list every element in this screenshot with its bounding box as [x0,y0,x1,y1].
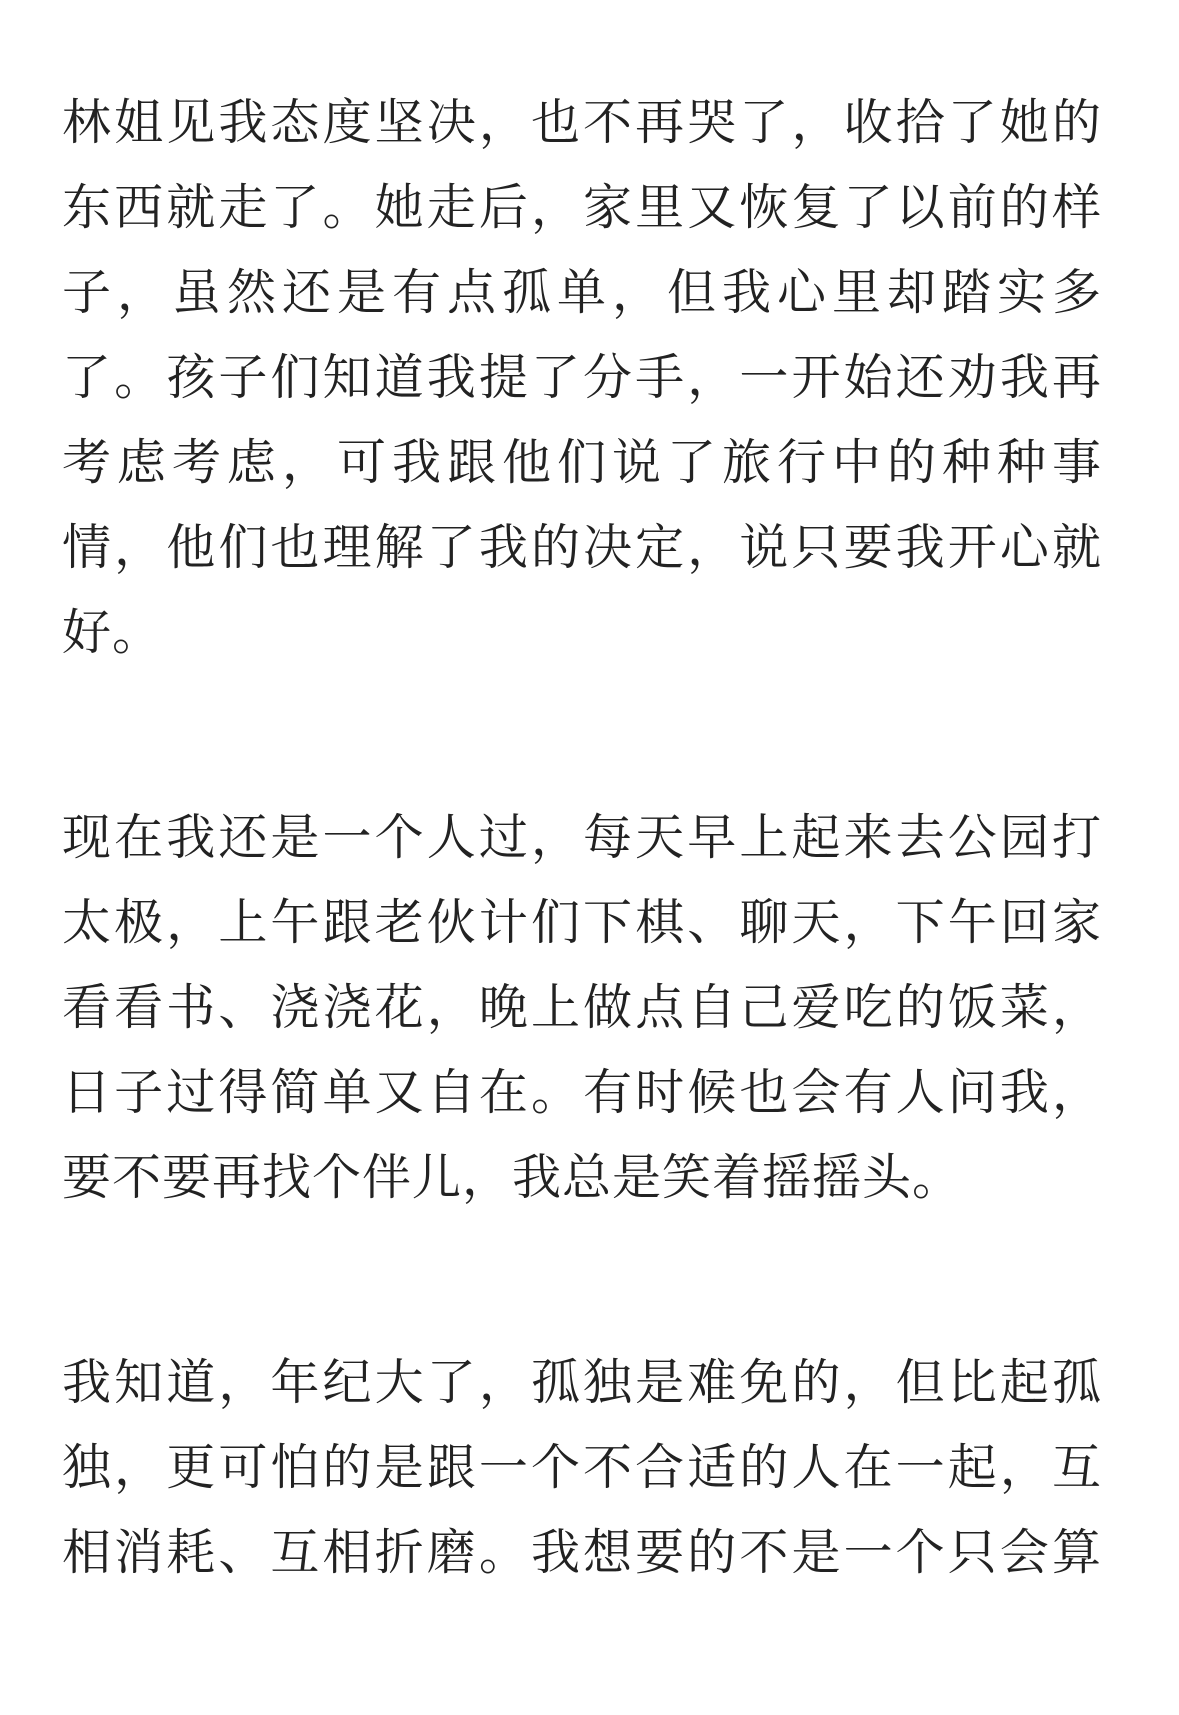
text-line: 我知道，年纪大了，孤独是难免的，但比起孤 [62,1354,1102,1411]
paragraph-1 [62,80,1102,675]
text-line: 看看书、浇浇花，晚上做点自己爱吃的饭菜， [62,979,1102,1036]
text-line: 东西就走了。她走后，家里又恢复了以前的样 [62,179,1102,236]
text-line: 情，他们也理解了我的决定，说只要我开心就 [62,519,1102,576]
text-line: 子，虽然还是有点孤单，但我心里却踏实多 [62,264,1102,321]
text-line: 了。孩子们知道我提了分手，一开始还劝我再 [62,349,1102,406]
text-line: 太极，上午跟老伙计们下棋、聊天，下午回家 [62,894,1102,951]
paragraph-2 [62,795,1102,1220]
text-line: 相消耗、互相折磨。我想要的不是一个只会算 [62,1524,1102,1581]
text-line: 林姐见我态度坚决，也不再哭了，收拾了她的 [62,94,1102,151]
text-line: 考虑考虑，可我跟他们说了旅行中的种种事 [62,434,1102,491]
text-line: 现在我还是一个人过，每天早上起来去公园打 [62,809,1102,866]
article-body [62,80,1102,1715]
text-line: 好。 [62,604,163,661]
text-line: 日子过得简单又自在。有时候也会有人问我， [62,1064,1102,1121]
text-line: 独，更可怕的是跟一个不合适的人在一起，互 [62,1439,1102,1496]
text-line: 要不要再找个伴儿，我总是笑着摇摇头。 [62,1149,963,1206]
paragraph-3 [62,1340,1102,1595]
